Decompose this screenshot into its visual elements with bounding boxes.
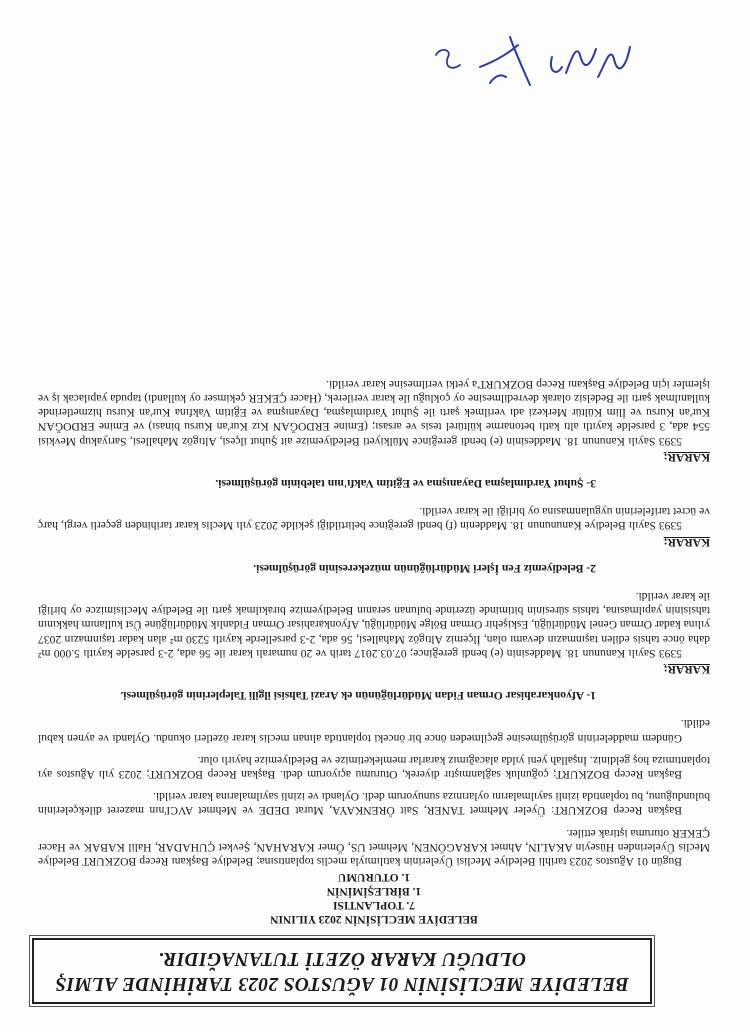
signature-three	[436, 50, 460, 68]
agenda-item-title: 3- Şuhut Yardımlaşma Dayanışma ve Eğitim Vakfı'nın talebinin görüşülmesi.	[215, 476, 596, 490]
agenda-item-2	[38, 504, 710, 575]
session-header-line: BELEDİYE MECLİSİNİN 2023 YILININ	[270, 913, 478, 925]
karar-label: KARAR;	[663, 450, 710, 464]
signature-strokes	[420, 17, 640, 107]
agenda-item-title: 1- Afyonkarahisar Orman Fidan Müdürlüğünün ek Arazi Tahsisi ilgili Taleplerinin görüşülmesi.	[120, 689, 596, 703]
karar-label: KARAR;	[663, 662, 710, 676]
meeting-number: 7. TOPLANTISI	[332, 899, 416, 911]
intro-paragraph: Bugün 01 Ağustos 2023 tarihli Belediye Meclisi Üyelerinin katılımıyla meclis toplantısına; Belediye Başkanı Recep BOZKURT Belediye Meclis Üyelerinden Hüseyin AKALIN, Ahmet KARAGÖNEN, Mehmet US, Ömer KARAHAN, Şevket ÇUHADAR, Halil KABAK ve Hacer ÇEKER oturuma iştirak ettiler.	[38, 826, 710, 868]
agenda-item-title: 2- Belediyemiz Fen İşleri Müdürlüğünün müzekeresinin görüşülmesi.	[253, 561, 596, 575]
handwritten-signatures	[420, 17, 640, 107]
document-body	[38, 377, 710, 1004]
karar-label: KARAR;	[663, 535, 710, 549]
agenda-item-3	[38, 377, 710, 490]
absence-paragraph: Başkan Recep BOZKURT: Üyeler Mehmet TANER, Sait ÖRENKAYA, Murat DEDE ve Mehmet AVCI'nın mazeret dilekçelerinin bulunduğunu, bu toplantıda izinli sayılmalarını oylarınıza sunuyorum dedi. Oylandı ve izinli sayılmalarına karar verildi.	[38, 790, 710, 818]
decision-text: 5393 Sayılı Kanunun 18. Maddesinin (e) bendi gereğince; 07.03.2017 tarih ve 20 numaralı karar ile 56 ada, 2-3 parselde kayıtlı 5.000 m² daha önce tahsis edilen taşınmazın devamı olan, İlçemiz Altıgöz Mahallesi, 56 ada, 2-3 parsellerde kayıtlı 5230 m² alan kadar taşınmazın 2037 yılına kadar Orman Genel Müdürlüğü, Eskişehir Orman Bölge Müdürlüğü, Afyonkarahisar Orman Fidanlık Müdürlüğüne Üst kullanım hakkının tahsisinin yapılmasına, tahsis süresinin bitiminde üzerinde bulunan seranın Belediyemize bırakılmak şartı ile Belediye Meclisimizce oy birliği ile karar verildi.	[37, 589, 710, 660]
decision-text: 5393 Sayılı Belediye Kanununun 18. Maddenin (f) bendi gereğince belirtildiği şekilde 2023 yılı Meclis karar tarihinden geçerli vergi, harç ve ücret tarifelerinin uygulanmasına oy birliği ile karar verildi.	[38, 505, 710, 533]
agenda-item-1	[38, 589, 710, 702]
opening-paragraph: Başkan Recep BOZKURT; çoğunluk sağlanmıştır diyerek, Oturumu açıyorum dedi. Başkan Recep BOZKURT; 2023 yılı Ağustos ayı toplantımıza hoş geldiniz. İnşallah yeni yılda alacağımız kararlar memleketimize ve Belediyemize hayırlı olur.	[38, 753, 710, 781]
document-title: BELEDİYE MECLİSİNİN 01 AĞUSTOS 2023 TARİHİNDE ALMIŞ OLDUĞU KARAR ÖZETİ TUTANAĞIDIR.	[32, 938, 652, 1004]
session-number: 1. OTURUMU	[337, 871, 411, 883]
union-number: 1. BİRLEŞİMİNİN	[326, 885, 422, 897]
signature-one	[551, 47, 630, 77]
session-header	[38, 870, 710, 926]
agenda-paragraph: Gündem maddelerinin görüşülmesine geçilmeden önce bir önceki toplantıda alınan meclis karar özetleri okundu. Oylandı ve aynen kabul edildi.	[38, 717, 710, 745]
decision-text: 5393 Sayılı Kanunun 18. Maddesinin (e) bendi gereğince Mülkiyeti Belediyemize ait Şuhut ilçesi, Altıgöz Mahallesi, Sarıyakup Mevkisi 554 ada, 3 parselde kayıtlı altı katlı betonarme kültürel tesis ve arsası; (Emine ERDOĞAN Kız Kur'an Kursu binası) ve Emine ERDOĞAN Kur'an Kursu ve İlim Kültür Merkezi adı verilmek şartı ile Şuhut Yardımlaşma, Dayanışma ve Eğitim Vakfına Kur'an Kursu hizmetlerinde kullanılmak şartı ile Bedelsiz olarak devredilmesine oy çokluğu ile karar verilerek, (Hacer ÇEKER çekimser oy kullandı) tapuda yapılacak iş ve işlemler için Belediye Başkanı Recep BOZKURT'a yetki verilmesine karar verildi.	[38, 377, 710, 448]
signature-two	[480, 37, 530, 85]
